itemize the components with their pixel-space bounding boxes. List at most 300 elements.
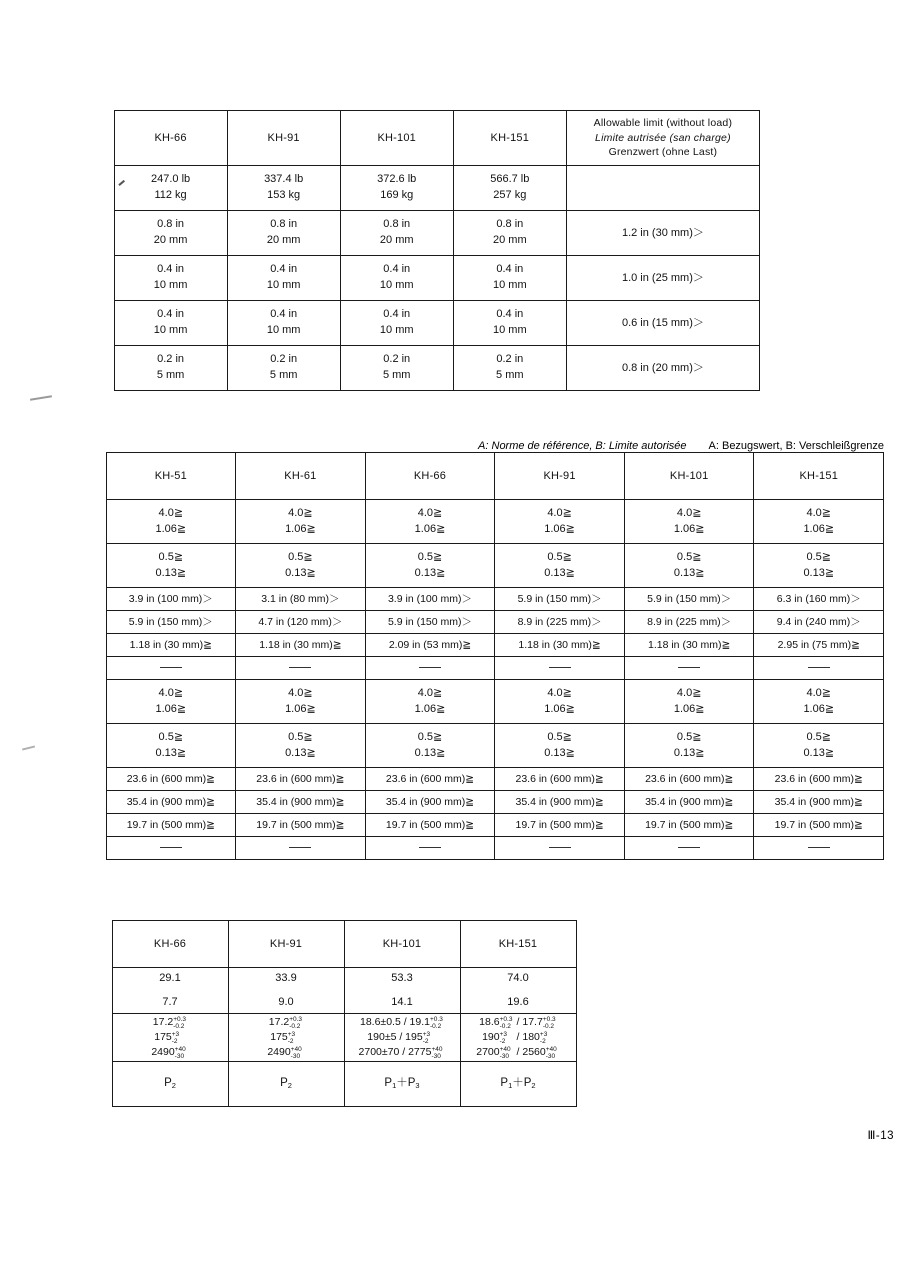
cell-line-2: 20 mm	[153, 234, 188, 246]
data-cell	[106, 500, 236, 544]
data-cell: 5.9 in (150 mm)＞	[495, 588, 625, 611]
cell-line-1: 0.5≧	[676, 730, 702, 743]
data-cell	[453, 346, 566, 391]
cell-line-1: 0.5≧	[676, 550, 702, 563]
cell-line-2: 10 mm	[492, 324, 527, 336]
cell-line-1: 4.0≧	[288, 686, 313, 699]
row-stub-cell	[66, 837, 106, 860]
cell-line-2: 1.06≧	[544, 522, 575, 535]
cell-line-1: 0.4 in	[383, 263, 411, 276]
column-header-model: KH-151	[453, 111, 566, 166]
column-header-model: KH-91	[495, 453, 625, 500]
data-cell: 23.6 in (600 mm)≧	[106, 768, 236, 791]
cell-line-2: 1.06≧	[155, 522, 187, 535]
table-header-row	[66, 921, 576, 968]
column-header-model: KH-66	[365, 453, 495, 500]
tolerance-cell	[344, 1014, 460, 1062]
caption-german: A: Bezugswert, B: Verschleißgrenze	[708, 440, 884, 452]
cell-line-1: 0.5≧	[547, 550, 572, 563]
data-cell: 23.6 in (600 mm)≧	[624, 768, 754, 791]
data-cell	[227, 346, 340, 391]
empty-dash-cell	[754, 657, 884, 680]
cell-line-2: 10 mm	[379, 279, 414, 291]
caption-french: A: Norme de référence, B: Limite autorisée	[478, 440, 687, 452]
allowable-limit-cell: 0.8 in (20 mm)＞	[566, 346, 759, 391]
allowable-limit-cell: 1.2 in (30 mm)＞	[566, 211, 759, 256]
limit-header-line-en: Allowable limit (without load)	[593, 116, 733, 129]
column-header-model: KH-51	[106, 453, 236, 500]
cell-line-1: 0.2 in	[157, 353, 185, 366]
tolerance-cell	[228, 1014, 344, 1062]
data-cell	[340, 346, 453, 391]
value-line-1: 74.0	[507, 972, 529, 985]
tolerance-line-1: 17.2 +0.3 -0.2	[152, 1015, 187, 1030]
table-row	[66, 544, 884, 588]
cell-line-1: 4.0≧	[417, 506, 443, 519]
cell-line-2: 1.06≧	[803, 522, 835, 535]
data-cell	[453, 256, 566, 301]
table-row	[66, 657, 884, 680]
data-cell	[227, 166, 340, 211]
cell-line-1: 0.5≧	[288, 730, 313, 743]
allowable-limit-cell: 0.6 in (15 mm)＞	[566, 301, 759, 346]
cell-line-2: 10 mm	[266, 279, 301, 291]
cell-line-2: 0.13≧	[285, 566, 316, 579]
empty-dash-cell	[236, 657, 366, 680]
cell-line-2: 20 mm	[266, 234, 301, 246]
empty-dash-cell	[624, 657, 754, 680]
data-cell	[114, 346, 227, 391]
specification-table-1	[66, 110, 760, 391]
data-cell	[624, 724, 754, 768]
cell-line-1: 0.2 in	[383, 353, 411, 366]
row-stub-cell	[66, 968, 112, 1014]
column-header-allowable-limit	[566, 111, 759, 166]
value-line-1: 33.9	[275, 972, 297, 985]
limit-header-line-fr: Limite autrisée (san charge)	[595, 131, 731, 144]
data-cell	[495, 680, 625, 724]
data-cell	[754, 544, 884, 588]
data-cell: 3.9 in (100 mm)＞	[106, 588, 236, 611]
table-row	[66, 211, 760, 256]
cell-line-1: 0.4 in	[383, 308, 411, 321]
data-cell	[453, 301, 566, 346]
empty-dash-cell	[106, 837, 236, 860]
data-cell	[754, 500, 884, 544]
data-cell	[365, 680, 495, 724]
data-cell: 9.4 in (240 mm)＞	[754, 611, 884, 634]
value-line-2: 9.0	[278, 996, 294, 1008]
cell-line-1: 372.6 lb	[377, 173, 417, 186]
data-cell: 19.7 in (500 mm)≧	[624, 814, 754, 837]
data-cell: 19.7 in (500 mm)≧	[365, 814, 495, 837]
cell-line-1: 0.5≧	[158, 730, 184, 743]
data-cell: 19.7 in (500 mm)≧	[495, 814, 625, 837]
data-cell: 23.6 in (600 mm)≧	[236, 768, 366, 791]
table-row	[66, 611, 884, 634]
data-cell: 5.9 in (150 mm)＞	[624, 588, 754, 611]
cell-line-2: 5 mm	[156, 369, 185, 381]
cell-line-2: 1.06≧	[414, 522, 446, 535]
table-row	[66, 791, 884, 814]
data-cell	[340, 301, 453, 346]
pressure-designation-cell: $P_2$	[112, 1062, 228, 1107]
table-row	[66, 1062, 576, 1107]
data-cell	[495, 724, 625, 768]
row-stub-cell	[66, 588, 106, 611]
column-header-model: KH-66	[112, 921, 228, 968]
cell-line-2: 10 mm	[379, 324, 414, 336]
data-cell: 3.9 in (100 mm)＞	[365, 588, 495, 611]
row-stub-cell	[66, 814, 106, 837]
pressure-designation-cell: $P_1+P_3$	[344, 1062, 460, 1107]
cell-line-2: 20 mm	[379, 234, 414, 246]
data-cell: 2.09 in (53 mm)≧	[365, 634, 495, 657]
cell-line-1: 0.5≧	[547, 730, 572, 743]
cell-line-2: 0.13≧	[414, 566, 446, 579]
row-stub-cell	[66, 301, 114, 346]
data-cell	[227, 211, 340, 256]
table-row	[66, 346, 760, 391]
data-cell: 19.7 in (500 mm)≧	[754, 814, 884, 837]
cell-line-2: 1.06≧	[414, 702, 446, 715]
data-cell	[453, 166, 566, 211]
data-cell	[114, 301, 227, 346]
cell-line-1: 0.4 in	[270, 308, 298, 321]
data-cell	[340, 211, 453, 256]
cell-line-1: 0.8 in	[496, 218, 524, 231]
column-header-model: KH-91	[228, 921, 344, 968]
value-line-1: 53.3	[391, 972, 413, 985]
table-row	[66, 500, 884, 544]
data-cell	[453, 211, 566, 256]
row-stub-cell	[66, 724, 106, 768]
cell-line-2: 0.13≧	[155, 566, 187, 579]
specification-table-2	[66, 452, 884, 860]
tolerance-line-3: 2700±70 / 2775 +40 -30	[358, 1046, 443, 1061]
dash-mark	[160, 847, 182, 848]
data-cell: 1.18 in (30 mm)≧	[236, 634, 366, 657]
scan-artifact-mark	[22, 745, 35, 750]
table-row	[66, 768, 884, 791]
data-cell	[365, 500, 495, 544]
cell-line-1: 0.5≧	[158, 550, 184, 563]
dash-mark	[289, 667, 311, 668]
dash-mark	[808, 667, 830, 668]
data-cell: 19.7 in (500 mm)≧	[236, 814, 366, 837]
column-header-model: KH-101	[624, 453, 754, 500]
data-cell	[114, 211, 227, 256]
data-cell	[754, 680, 884, 724]
table-row	[66, 588, 884, 611]
data-cell: 8.9 in (225 mm)＞	[495, 611, 625, 634]
empty-dash-cell	[365, 837, 495, 860]
cell-line-1: 247.0 lb	[150, 173, 191, 186]
cell-line-2: 1.06≧	[803, 702, 835, 715]
data-cell: 35.4 in (900 mm)≧	[754, 791, 884, 814]
row-stub-cell	[66, 346, 114, 391]
dash-mark	[549, 847, 571, 848]
table-row	[66, 256, 760, 301]
data-cell: 19.7 in (500 mm)≧	[106, 814, 236, 837]
tolerance-line-1: 18.6 +0.3 -0.2 / 17.7 +0.3 -0.2	[479, 1015, 556, 1030]
cell-line-1: 0.5≧	[806, 730, 832, 743]
cell-line-1: 0.5≧	[417, 550, 443, 563]
row-stub-cell	[66, 1014, 112, 1062]
table-row	[66, 1014, 576, 1062]
empty-dash-cell	[236, 837, 366, 860]
column-header-model: KH-101	[344, 921, 460, 968]
cell-line-2: 20 mm	[492, 234, 527, 246]
table-row	[66, 634, 884, 657]
data-cell: 1.18 in (30 mm)≧	[106, 634, 236, 657]
data-cell	[495, 544, 625, 588]
cell-line-2: 1.06≧	[544, 702, 575, 715]
data-cell: 35.4 in (900 mm)≧	[106, 791, 236, 814]
value-line-2: 14.1	[391, 996, 413, 1008]
data-cell	[227, 301, 340, 346]
data-cell	[106, 680, 236, 724]
cell-line-1: 4.0≧	[158, 686, 184, 699]
cell-line-2: 10 mm	[153, 279, 188, 291]
data-cell: 3.1 in (80 mm)＞	[236, 588, 366, 611]
data-cell	[236, 680, 366, 724]
data-cell	[624, 500, 754, 544]
value-line-1: 29.1	[159, 972, 181, 985]
data-cell: 35.4 in (900 mm)≧	[624, 791, 754, 814]
dash-mark	[678, 847, 700, 848]
data-cell: 1.18 in (30 mm)≧	[624, 634, 754, 657]
empty-dash-cell	[365, 657, 495, 680]
dash-mark	[808, 847, 830, 848]
table-header-row	[66, 453, 884, 500]
row-stub-cell	[66, 634, 106, 657]
limit-header-line-de: Grenzwert (ohne Last)	[608, 146, 718, 159]
cell-line-2: 0.13≧	[803, 566, 835, 579]
value-line-2: 19.6	[507, 996, 529, 1008]
cell-line-2: 153 kg	[267, 189, 301, 201]
cell-line-1: 0.5≧	[417, 730, 443, 743]
data-cell	[365, 544, 495, 588]
data-cell: 8.9 in (225 mm)＞	[624, 611, 754, 634]
data-cell	[106, 724, 236, 768]
data-cell: 35.4 in (900 mm)≧	[365, 791, 495, 814]
data-cell	[495, 500, 625, 544]
data-cell: 35.4 in (900 mm)≧	[495, 791, 625, 814]
cell-line-1: 0.4 in	[157, 308, 185, 321]
cell-line-1: 0.2 in	[496, 353, 524, 366]
value-line-2: 7.7	[162, 996, 178, 1008]
cell-line-1: 4.0≧	[676, 506, 702, 519]
cell-line-2: 169 kg	[380, 189, 414, 201]
cell-line-1: 0.4 in	[496, 263, 524, 276]
data-cell: 1.18 in (30 mm)≧	[495, 634, 625, 657]
allowable-limit-cell: 1.0 in (25 mm)＞	[566, 256, 759, 301]
cell-line-2: 0.13≧	[673, 566, 705, 579]
data-cell: 5.9 in (150 mm)＞	[106, 611, 236, 634]
row-stub-cell	[66, 500, 106, 544]
data-cell: 23.6 in (600 mm)≧	[495, 768, 625, 791]
dash-mark	[419, 847, 441, 848]
cell-line-1: 0.4 in	[496, 308, 524, 321]
cell-line-2: 0.13≧	[414, 746, 446, 759]
table-row	[66, 724, 884, 768]
tolerance-line-2: 175 +3 -2	[154, 1030, 180, 1045]
allowable-limit-cell	[566, 166, 759, 211]
column-header-model: KH-61	[236, 453, 366, 500]
dash-mark	[160, 667, 182, 668]
data-cell: 35.4 in (900 mm)≧	[236, 791, 366, 814]
row-stub-cell	[66, 657, 106, 680]
cell-line-2: 0.13≧	[673, 746, 705, 759]
table-header-row	[66, 111, 760, 166]
cell-line-1: 4.0≧	[547, 506, 572, 519]
row-stub-cell	[66, 791, 106, 814]
empty-dash-cell	[754, 837, 884, 860]
cell-line-2: 1.06≧	[285, 702, 316, 715]
dash-mark	[549, 667, 571, 668]
cell-line-1: 0.8 in	[383, 218, 411, 231]
header-stub-cell	[66, 453, 106, 500]
cell-line-1: 4.0≧	[158, 506, 184, 519]
cell-line-2: 5 mm	[496, 369, 524, 381]
data-cell: 6.3 in (160 mm)＞	[754, 588, 884, 611]
cell-line-2: 5 mm	[382, 369, 411, 381]
data-cell	[236, 544, 366, 588]
cell-line-1: 4.0≧	[547, 686, 572, 699]
cell-line-1: 0.4 in	[157, 263, 185, 276]
scan-artifact-mark	[30, 395, 52, 400]
data-cell	[340, 256, 453, 301]
cell-line-1: 4.0≧	[288, 506, 313, 519]
data-cell	[344, 968, 460, 1014]
empty-dash-cell	[624, 837, 754, 860]
row-stub-cell	[66, 544, 106, 588]
cell-line-2: 1.06≧	[155, 702, 187, 715]
cell-line-2: 1.06≧	[285, 522, 316, 535]
cell-line-1: 0.8 in	[270, 218, 298, 231]
cell-line-1: 0.2 in	[270, 353, 298, 366]
table-row	[66, 301, 760, 346]
cell-line-2: 257 kg	[493, 189, 527, 201]
cell-line-2: 0.13≧	[285, 746, 316, 759]
cell-line-2: 0.13≧	[803, 746, 835, 759]
cell-line-1: 4.0≧	[417, 686, 443, 699]
row-stub-cell	[66, 680, 106, 724]
cell-line-2: 1.06≧	[673, 702, 705, 715]
cell-line-1: 566.7 lb	[490, 173, 530, 186]
tolerance-line-2: 190 +3 -2 / 180 +3 -2	[482, 1030, 548, 1045]
cell-line-2: 10 mm	[492, 279, 527, 291]
tolerance-line-3: 2490 +40 -30	[267, 1046, 302, 1061]
tolerance-line-2: 190±5 / 195 +3 -2	[367, 1030, 431, 1045]
empty-dash-cell	[495, 837, 625, 860]
table-row	[66, 166, 760, 211]
row-stub-cell	[66, 1062, 112, 1107]
cell-line-2: 10 mm	[266, 324, 301, 336]
cell-line-2: 0.13≧	[155, 746, 187, 759]
column-header-model: KH-66	[114, 111, 227, 166]
column-header-model: KH-151	[754, 453, 884, 500]
cell-line-1: 4.0≧	[676, 686, 702, 699]
tolerance-cell	[460, 1014, 576, 1062]
empty-dash-cell	[495, 657, 625, 680]
cell-line-1: 0.4 in	[270, 263, 298, 276]
data-cell	[365, 724, 495, 768]
data-cell	[236, 500, 366, 544]
tolerance-cell	[112, 1014, 228, 1062]
cell-line-2: 1.06≧	[673, 522, 705, 535]
row-stub-cell	[66, 166, 114, 211]
data-cell: 23.6 in (600 mm)≧	[754, 768, 884, 791]
data-cell	[228, 968, 344, 1014]
data-cell	[624, 680, 754, 724]
column-header-model: KH-91	[227, 111, 340, 166]
cell-line-1: 0.8 in	[157, 218, 185, 231]
tolerance-line-3: 2700 +40 -30 / 2560 +40 -30	[476, 1046, 557, 1061]
table-row	[66, 814, 884, 837]
data-cell	[236, 724, 366, 768]
data-cell	[460, 968, 576, 1014]
row-stub-cell	[66, 611, 106, 634]
tolerance-line-1: 17.2 +0.3 -0.2	[268, 1015, 303, 1030]
data-cell	[112, 968, 228, 1014]
cell-line-1: 0.5≧	[288, 550, 313, 563]
specification-table-3	[66, 920, 577, 1107]
cell-line-2: 112 kg	[154, 189, 187, 201]
cell-line-1: 0.5≧	[806, 550, 832, 563]
data-cell	[624, 544, 754, 588]
pressure-designation-cell: $P_1+P_2$	[460, 1062, 576, 1107]
tolerance-line-2: 175 +3 -2	[270, 1030, 296, 1045]
data-cell	[106, 544, 236, 588]
data-cell: 5.9 in (150 mm)＞	[365, 611, 495, 634]
cell-line-2: 5 mm	[269, 369, 298, 381]
header-stub-cell	[66, 921, 112, 968]
cell-line-1: 337.4 lb	[264, 173, 304, 186]
data-cell	[114, 256, 227, 301]
cell-line-2: 0.13≧	[544, 566, 575, 579]
data-cell: 4.7 in (120 mm)＞	[236, 611, 366, 634]
cell-line-2: 10 mm	[153, 324, 188, 336]
page-number: Ⅲ-13	[867, 1130, 894, 1142]
cell-line-1: 4.0≧	[806, 686, 832, 699]
cell-line-2: 0.13≧	[544, 746, 575, 759]
data-cell	[340, 166, 453, 211]
dash-mark	[419, 667, 441, 668]
data-cell: 2.95 in (75 mm)≧	[754, 634, 884, 657]
data-cell: 23.6 in (600 mm)≧	[365, 768, 495, 791]
data-cell	[114, 166, 227, 211]
dash-mark	[678, 667, 700, 668]
pressure-designation-cell: $P_2$	[228, 1062, 344, 1107]
dash-mark	[289, 847, 311, 848]
tolerance-line-1: 18.6±0.5 / 19.1 +0.3 -0.2	[360, 1015, 443, 1030]
table-row	[66, 680, 884, 724]
data-cell	[754, 724, 884, 768]
tolerance-line-3: 2490 +40 -30	[151, 1046, 186, 1061]
row-stub-cell	[66, 211, 114, 256]
row-stub-cell	[66, 256, 114, 301]
empty-dash-cell	[106, 657, 236, 680]
table-row	[66, 837, 884, 860]
column-header-model: KH-101	[340, 111, 453, 166]
column-header-model: KH-151	[460, 921, 576, 968]
table-row	[66, 968, 576, 1014]
row-stub-cell	[66, 768, 106, 791]
data-cell	[227, 256, 340, 301]
header-stub-cell	[66, 111, 114, 166]
